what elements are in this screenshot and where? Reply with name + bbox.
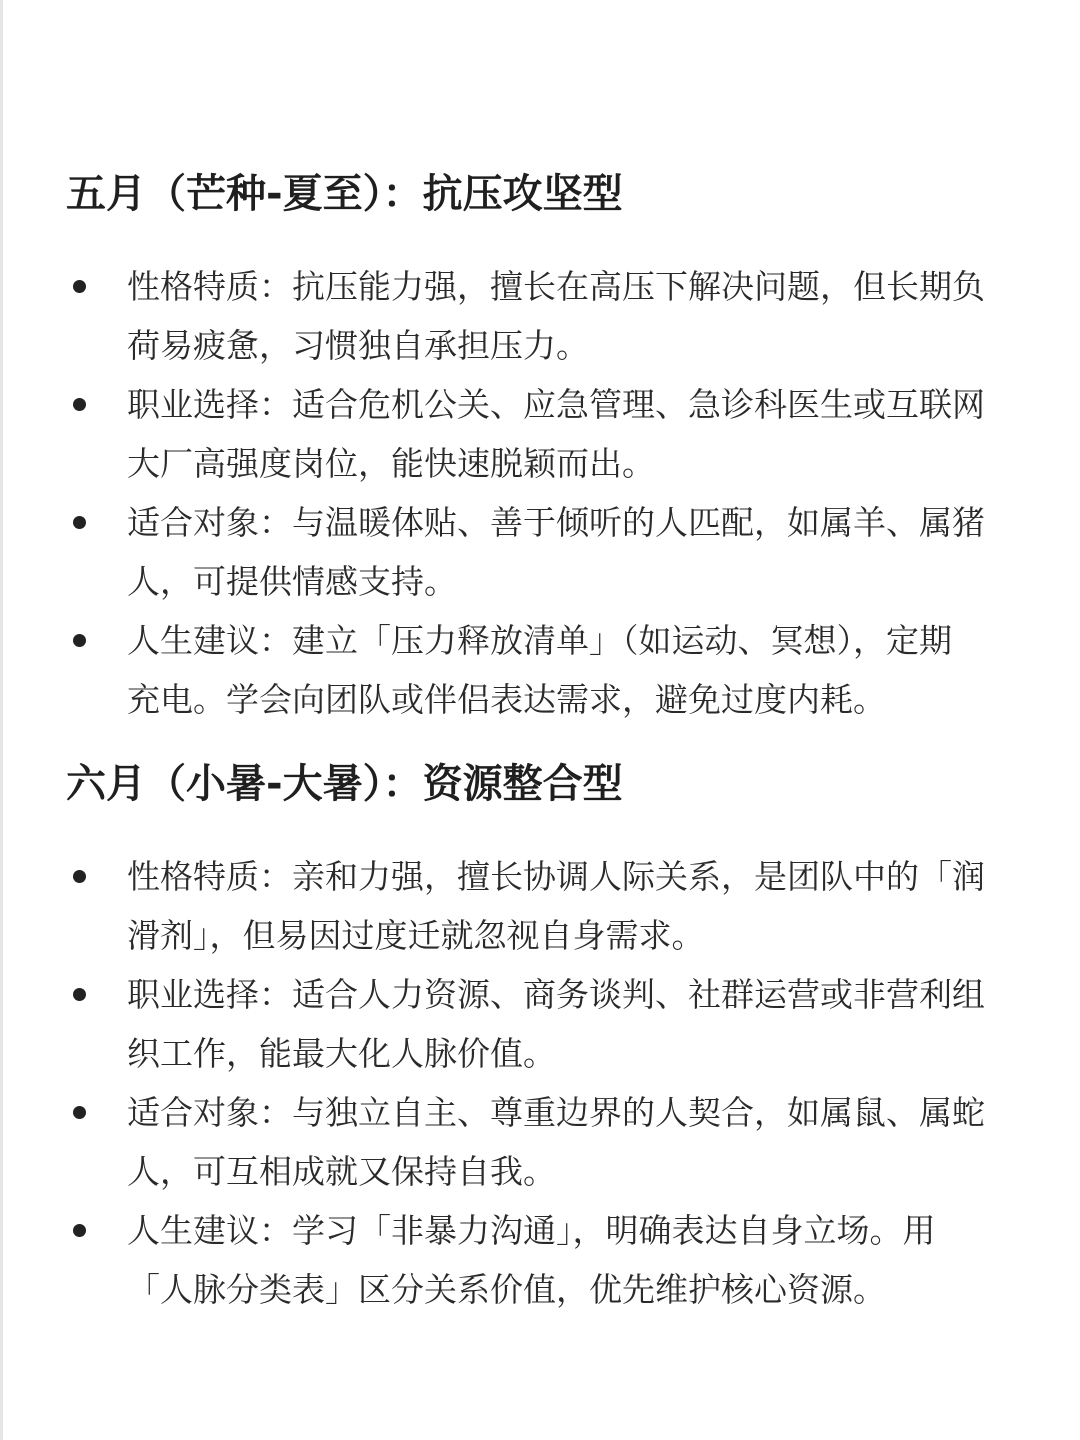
text-line: 适合对象：与独立自主、尊重边界的人契合，如属鼠、属蛇 — [127, 1093, 985, 1132]
list-item — [0, 1083, 1080, 1201]
text-line: 大厂高强度岗位，能快速脱颖而出。 — [127, 444, 655, 483]
text-line: 职业选择：适合人力资源、商务谈判、社群运营或非营利组 — [127, 975, 985, 1014]
list-item-text — [127, 1201, 1007, 1319]
list-item-text — [127, 493, 1007, 611]
text-line: 人生建议：建立「压力释放清单」（如运动、冥想），定期 — [127, 621, 952, 660]
text-line: 适合对象：与温暖体贴、善于倾听的人匹配，如属羊、属猪 — [127, 503, 985, 542]
text-line: 织工作，能最大化人脉价值。 — [127, 1034, 556, 1073]
section-heading: 六月（小暑-大暑）：资源整合型 — [66, 761, 623, 807]
text-line: 性格特质：抗压能力强，擅长在高压下解决问题，但长期负 — [127, 267, 985, 306]
bullet-dot-icon — [73, 988, 86, 1001]
list-item — [0, 965, 1080, 1083]
list-item-text — [127, 847, 1007, 965]
list-item-text — [127, 611, 1007, 729]
list-item — [0, 1201, 1080, 1319]
text-line: 「人脉分类表」区分关系价值，优先维护核心资源。 — [127, 1270, 886, 1309]
bullet-dot-icon — [73, 280, 86, 293]
text-line: 性格特质：亲和力强，擅长协调人际关系，是团队中的「润 — [127, 857, 985, 896]
bullet-dot-icon — [73, 398, 86, 411]
text-line: 人，可互相成就又保持自我。 — [127, 1152, 556, 1191]
trait-list — [0, 847, 1080, 1319]
section-heading: 五月（芒种-夏至）：抗压攻坚型 — [66, 171, 623, 217]
list-item — [0, 847, 1080, 965]
bullet-dot-icon — [73, 870, 86, 883]
list-item — [0, 611, 1080, 729]
text-line: 人生建议：学习「非暴力沟通」，明确表达自身立场。用 — [127, 1211, 936, 1250]
list-item-text — [127, 375, 1007, 493]
text-line: 滑剂」，但易因过度迁就忽视自身需求。 — [127, 916, 705, 955]
list-item — [0, 257, 1080, 375]
text-line: 荷易疲惫，习惯独自承担压力。 — [127, 326, 589, 365]
list-item — [0, 493, 1080, 611]
text-line: 职业选择：适合危机公关、应急管理、急诊科医生或互联网 — [127, 385, 985, 424]
bullet-dot-icon — [73, 1106, 86, 1119]
bullet-dot-icon — [73, 1224, 86, 1237]
text-line: 人，可提供情感支持。 — [127, 562, 457, 601]
bullet-dot-icon — [73, 634, 86, 647]
list-item — [0, 375, 1080, 493]
list-item-text — [127, 1083, 1007, 1201]
text-line: 充电。学会向团队或伴侣表达需求，避免过度内耗。 — [127, 680, 886, 719]
list-item-text — [127, 965, 1007, 1083]
trait-list — [0, 257, 1080, 729]
list-item-text — [127, 257, 1007, 375]
bullet-dot-icon — [73, 516, 86, 529]
